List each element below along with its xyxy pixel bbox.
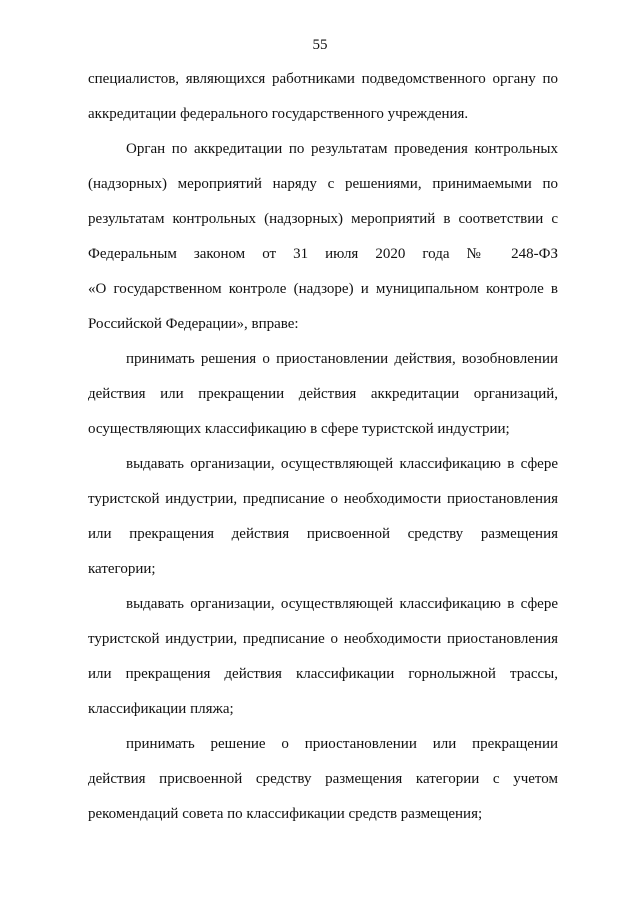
text-line: Федеральным законом от 31 июля 2020 года № 248-ФЗ bbox=[88, 246, 558, 262]
text-line: туристской индустрии, предписание о необходимости приостановления bbox=[88, 631, 558, 647]
text-line: Орган по аккредитации по результатам проведения контрольных bbox=[126, 141, 558, 157]
text-line: (надзорных) мероприятий наряду с решениями, принимаемыми по bbox=[88, 176, 558, 192]
page-number: 55 bbox=[312, 37, 328, 53]
text-line: «О государственном контроле (надзоре) и муниципальном контроле в bbox=[88, 281, 558, 297]
text-line: классификации пляжа; bbox=[88, 701, 234, 717]
text-line: выдавать организации, осуществляющей классификацию в сфере bbox=[126, 456, 558, 472]
text-line: специалистов, являющихся работниками подведомственного органу по bbox=[88, 71, 558, 87]
text-line: аккредитации федерального государственного учреждения. bbox=[88, 106, 469, 122]
text-line: или прекращения действия присвоенной средству размещения bbox=[88, 526, 558, 542]
text-line: принимать решения о приостановлении действия, возобновлении bbox=[126, 351, 558, 367]
text-line: принимать решение о приостановлении или прекращении bbox=[126, 736, 558, 752]
text-line: действия или прекращении действия аккредитации организаций, bbox=[88, 386, 558, 402]
text-line: выдавать организации, осуществляющей классификацию в сфере bbox=[126, 596, 558, 612]
text-line: рекомендаций совета по классификации средств размещения; bbox=[88, 806, 483, 822]
text-line: туристской индустрии, предписание о необходимости приостановления bbox=[88, 491, 558, 507]
text-line: результатам контрольных (надзорных) мероприятий в соответствии с bbox=[88, 211, 558, 227]
text-line: действия присвоенной средству размещения категории с учетом bbox=[88, 771, 558, 787]
text-line: Российской Федерации», вправе: bbox=[88, 316, 299, 332]
text-line: категории; bbox=[88, 561, 156, 577]
text-line: или прекращения действия классификации горнолыжной трассы, bbox=[88, 666, 558, 682]
text-line: осуществляющих классификацию в сфере туристской индустрии; bbox=[88, 421, 510, 437]
